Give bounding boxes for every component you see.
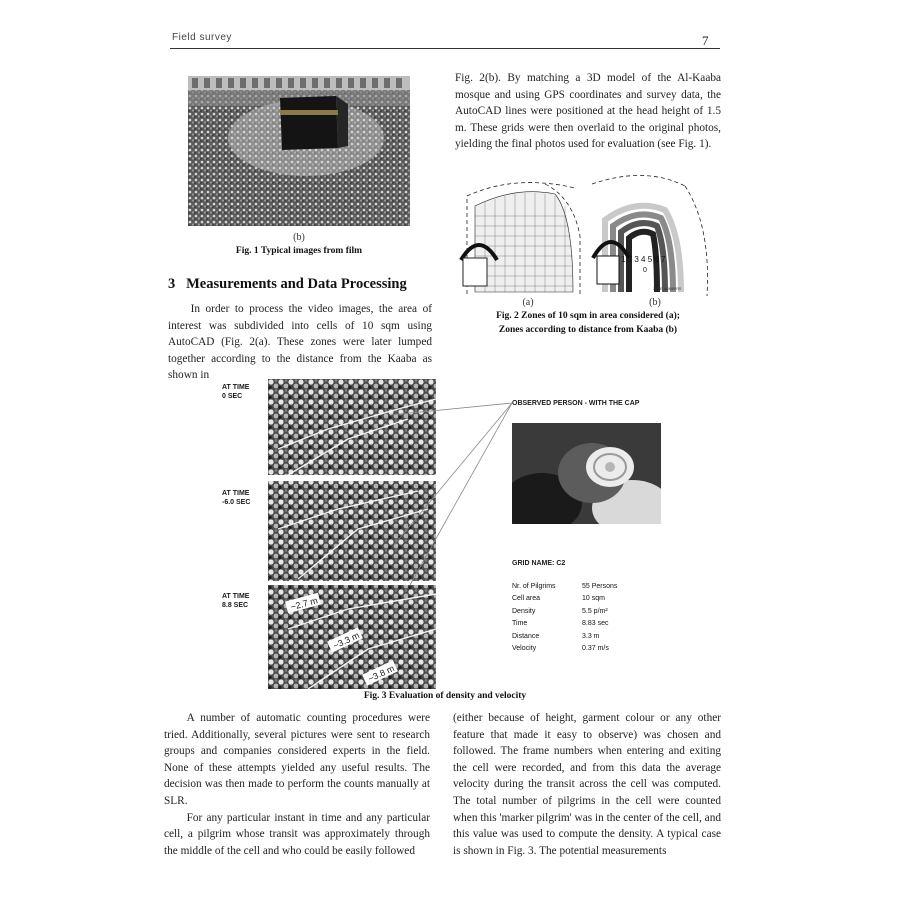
fig2b-zones <box>592 175 708 296</box>
observed-person-label: OBSERVED PERSON - WITH THE CAP <box>512 400 640 407</box>
left-paragraph-text: In order to process the video images, the area of interest was subdivided into cells of 10 sqm using AutoCAD (Fig. 2(a). These zones were later lumped together according to the distance from the Kaaba as shown in <box>168 303 432 382</box>
fig1-photo <box>188 76 410 226</box>
fig2a-label: (a) <box>522 297 534 308</box>
fig3-time-label-1: AT TIME 0 SEC <box>222 384 250 400</box>
zone-zero: 0 <box>643 267 647 274</box>
observed-person-photo <box>512 423 661 524</box>
zone-numbers-label: ZONE NUMBERS <box>653 287 682 291</box>
distance-tag-1: ~2.7 m <box>289 595 319 613</box>
bottom-right-paragraph: (either because of height, garment colour or any other feature that made it easy to observe) was chosen and followed. The frame numbers when entering and exiting the cell were recorded, and from this data the average velocity during the transit across the cell was computed. The total number of pilgrims in the cell were counted when this 'marker pilgrim' was in the center of the cell, and this value was used to compute the density. A typical case is shown in Fig. 3. The potential measurements <box>453 712 721 857</box>
fig3-connector-lines <box>380 395 520 595</box>
table-row: Time 8.83 sec <box>512 620 609 628</box>
table-row: Density 5.5 p/m² <box>512 607 608 615</box>
section-title: Measurements and Data Processing <box>186 276 407 292</box>
grid-name: GRID NAME: C2 <box>512 560 566 567</box>
fig2-caption-1: Fig. 2 Zones of 10 sqm in area considered (a); <box>496 311 680 321</box>
zone-digits: 1 2 3 4 5 6 7 <box>621 255 666 264</box>
fig3-time-label-2: AT TIME -6.0 SEC <box>222 490 251 506</box>
fig2-caption-2: Zones according to distance from Kaaba (b) <box>498 325 678 335</box>
fig2-diagrams <box>455 166 721 306</box>
running-title: Field survey <box>172 32 232 43</box>
fig2b-label: (b) <box>649 297 661 308</box>
observed-person-image <box>512 423 661 524</box>
bottom-left-paragraph-1: A number of automatic counting procedures were tried. Additionally, several pictures were sent to research groups and companies considered experts in the field. None of these attempts yielded any useful results. The decision was then made to perform the counts manually at SLR. <box>164 712 430 807</box>
fig2-zone-diagram <box>455 166 721 306</box>
distance-tag-2: ~3.3 m <box>331 630 361 651</box>
page-number: 7 <box>702 33 709 48</box>
fig3-caption: Fig. 3 Evaluation of density and velocity <box>363 691 527 701</box>
kaaba-crowd-image <box>188 76 410 226</box>
table-row: Nr. of Pilgrims 55 Persons <box>512 582 618 590</box>
distance-tag-3: ~3.8 m <box>366 663 396 684</box>
fig1-sublabel: (b) <box>293 232 305 243</box>
bottom-left-column <box>164 710 430 859</box>
fig3-measurement-table <box>512 580 617 655</box>
right-paragraph-text: Fig. 2(b). By matching a 3D model of the Al-Kaaba mosque and using GPS coordinates and survey data, the AutoCAD lines were positioned at the head height of 1.5 m. These grids were then overlaid to the original photos, yielding the final photos used for evaluation (see Fig. 1). <box>455 72 721 151</box>
fig3-time-label-3: AT TIME 8.8 SEC <box>222 593 250 609</box>
table-row: Cell area 10 sqm <box>512 595 605 603</box>
section-heading <box>168 276 407 293</box>
bottom-left-paragraph-2: For any particular instant in time and any particular cell, a pilgrim whose transit was approximately through the middle of the cell and who could be easily followed <box>164 811 430 857</box>
section-number: 3 <box>168 276 176 292</box>
right-paragraph <box>455 70 721 153</box>
fig1-caption: Fig. 1 Typical images from film <box>235 246 363 256</box>
table-row: Velocity 0.37 m/s <box>512 645 609 653</box>
table-row: Distance 3.3 m <box>512 632 600 640</box>
header-rule <box>170 48 720 49</box>
left-paragraph <box>168 301 432 384</box>
fig2a-grid <box>461 183 580 294</box>
bottom-right-column <box>453 710 721 859</box>
